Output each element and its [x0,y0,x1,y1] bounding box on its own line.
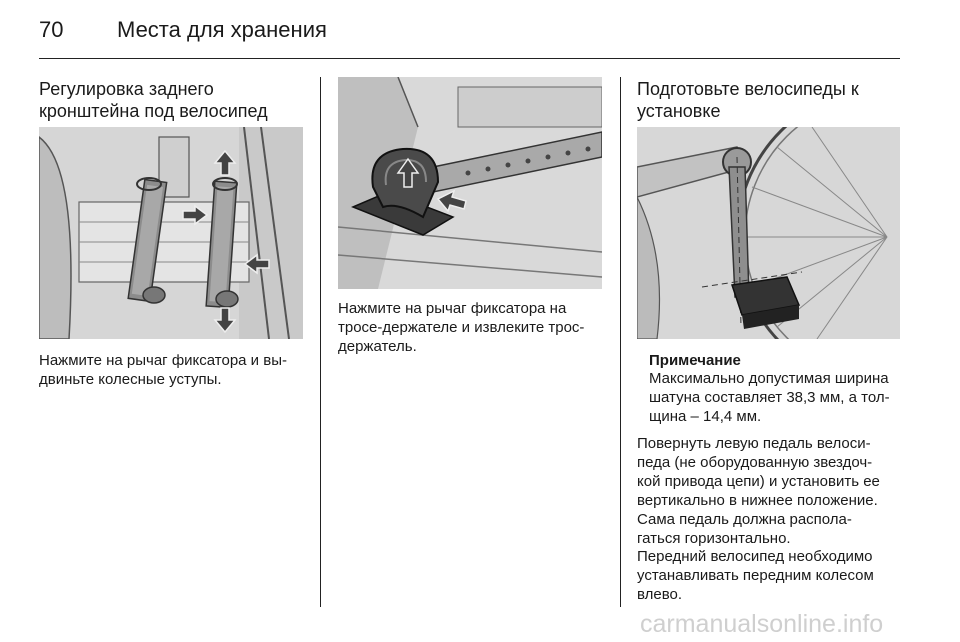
illustration-cable-holder [338,77,602,289]
caption-line: Нажмите на рычаг фиксатора на [338,300,567,317]
page-title: Места для хранения [117,17,327,42]
heading-line: Регулировка заднего [39,79,214,99]
paragraph-front-bike [637,547,874,604]
note-line: щина – 14,4 мм. [649,408,762,425]
illustration-wheel-holders [39,127,303,339]
note-text [649,369,890,426]
caption-cable-holder [338,299,584,356]
header-divider [39,58,900,59]
caption-line: двиньте колесные уступы. [39,371,222,388]
column-divider-right [620,77,621,607]
paragraph-line: Передний велосипед необходимо [637,548,873,565]
paragraph-line: Сама педаль должна распола- [637,511,852,528]
heading-line: установке [637,101,721,121]
note-line: Максимально допустимая ширина [649,370,889,387]
paragraph-line: кой привода цепи) и установить ее [637,473,880,490]
heading-line: Подготовьте велосипеды к [637,79,859,99]
note-line: шатуна составляет 38,3 мм, а тол- [649,389,890,406]
page-number: 70 [39,17,64,42]
caption-line: тросе-держателе и извлеките трос- [338,319,585,336]
illustration-pedal-position [637,127,900,339]
column-divider-left [320,77,321,607]
paragraph-line: Повернуть левую педаль велоси- [637,435,871,452]
caption-line: Нажмите на рычаг фиксатора и вы- [39,352,287,369]
note-box [649,352,890,426]
section-heading-prepare-bikes [637,78,859,122]
caption-line: держатель. [338,338,417,355]
heading-line: кронштейна под велосипед [39,101,268,121]
paragraph-pedal-instructions [637,434,880,548]
section-heading-rear-bracket [39,78,268,122]
caption-wheel-holders [39,351,287,389]
watermark-text: carmanualsonline.info [640,610,884,638]
paragraph-line: устанавливать передним колесом [637,567,874,584]
note-title: Примечание [649,352,741,369]
paragraph-line: вертикально в нижнее положение. [637,492,878,509]
paragraph-line: педа (не оборудованную звездоч- [637,454,873,471]
paragraph-line: влево. [637,586,683,603]
paragraph-line: гаться горизонтально. [637,530,791,547]
